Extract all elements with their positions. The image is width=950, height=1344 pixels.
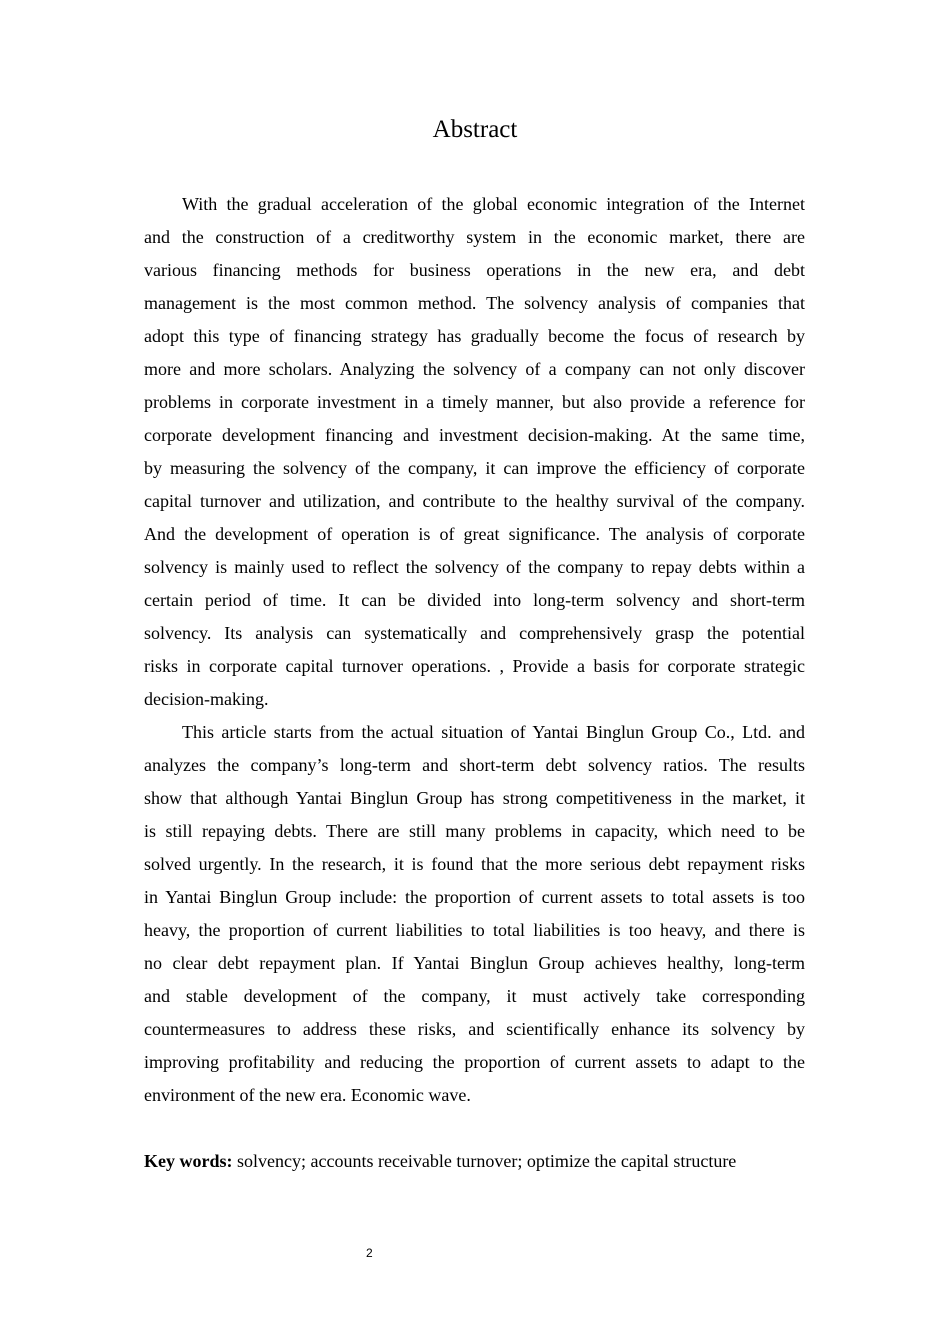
text-line: capital turnover and utilization, and contribute to the healthy survival of the company. — [144, 491, 805, 511]
text-line: countermeasures to address these risks, and scientifically enhance its solvency by — [144, 1019, 805, 1039]
abstract-title: Abstract — [432, 116, 518, 143]
keywords-text: solvency; accounts receivable turnover; optimize the capital structure — [232, 1151, 737, 1171]
text-line: heavy, the proportion of current liabilities to total liabilities is too heavy, and there is — [144, 920, 805, 940]
text-line: analyzes the company’s long-term and short-term debt solvency ratios. The results — [144, 755, 805, 775]
keywords — [144, 1145, 736, 1178]
paragraph-2 — [144, 716, 805, 1112]
text-line: problems in corporate investment in a timely manner, but also provide a reference for — [144, 392, 805, 412]
text-line: This article starts from the actual situation of Yantai Binglun Group Co., Ltd. and — [182, 722, 805, 742]
text-line: various financing methods for business operations in the new era, and debt — [144, 260, 805, 280]
abstract-body — [144, 188, 805, 1112]
text-line: adopt this type of financing strategy has gradually become the focus of research by — [144, 326, 805, 346]
text-line: With the gradual acceleration of the global economic integration of the Internet — [182, 194, 805, 214]
text-line: more and more scholars. Analyzing the solvency of a company can not only discover — [144, 359, 805, 379]
text-line: and the construction of a creditworthy system in the economic market, there are — [144, 227, 805, 247]
text-line: risks in corporate capital turnover operations. , Provide a basis for corporate strategic — [144, 656, 805, 676]
paragraph-1 — [144, 188, 805, 716]
text-line: certain period of time. It can be divided into long-term solvency and short-term — [144, 590, 805, 610]
text-line: decision-making. — [144, 689, 269, 709]
text-line: no clear debt repayment plan. If Yantai Binglun Group achieves healthy, long-term — [144, 953, 805, 973]
text-line: solvency. Its analysis can systematically and comprehensively grasp the potential — [144, 623, 805, 643]
text-line: in Yantai Binglun Group include: the proportion of current assets to total assets is too — [144, 887, 805, 907]
text-line: And the development of operation is of great significance. The analysis of corporate — [144, 524, 805, 544]
text-line: management is the most common method. The solvency analysis of companies that — [144, 293, 805, 313]
keywords-label: Key words: — [144, 1151, 233, 1171]
text-line: show that although Yantai Binglun Group has strong competitiveness in the market, it — [144, 788, 805, 808]
text-line: environment of the new era. Economic wave. — [144, 1085, 471, 1105]
text-line: improving profitability and reducing the proportion of current assets to adapt to the — [144, 1052, 805, 1072]
page-number: 2 — [366, 1246, 373, 1260]
text-line: solved urgently. In the research, it is found that the more serious debt repayment risks — [144, 854, 805, 874]
text-line: is still repaying debts. There are still many problems in capacity, which need to be — [144, 821, 805, 841]
text-line: and stable development of the company, it must actively take corresponding — [144, 986, 805, 1006]
text-line: corporate development financing and investment decision-making. At the same time, — [144, 425, 805, 445]
text-line: by measuring the solvency of the company, it can improve the efficiency of corporate — [144, 458, 805, 478]
text-line: solvency is mainly used to reflect the solvency of the company to repay debts within a — [144, 557, 805, 577]
